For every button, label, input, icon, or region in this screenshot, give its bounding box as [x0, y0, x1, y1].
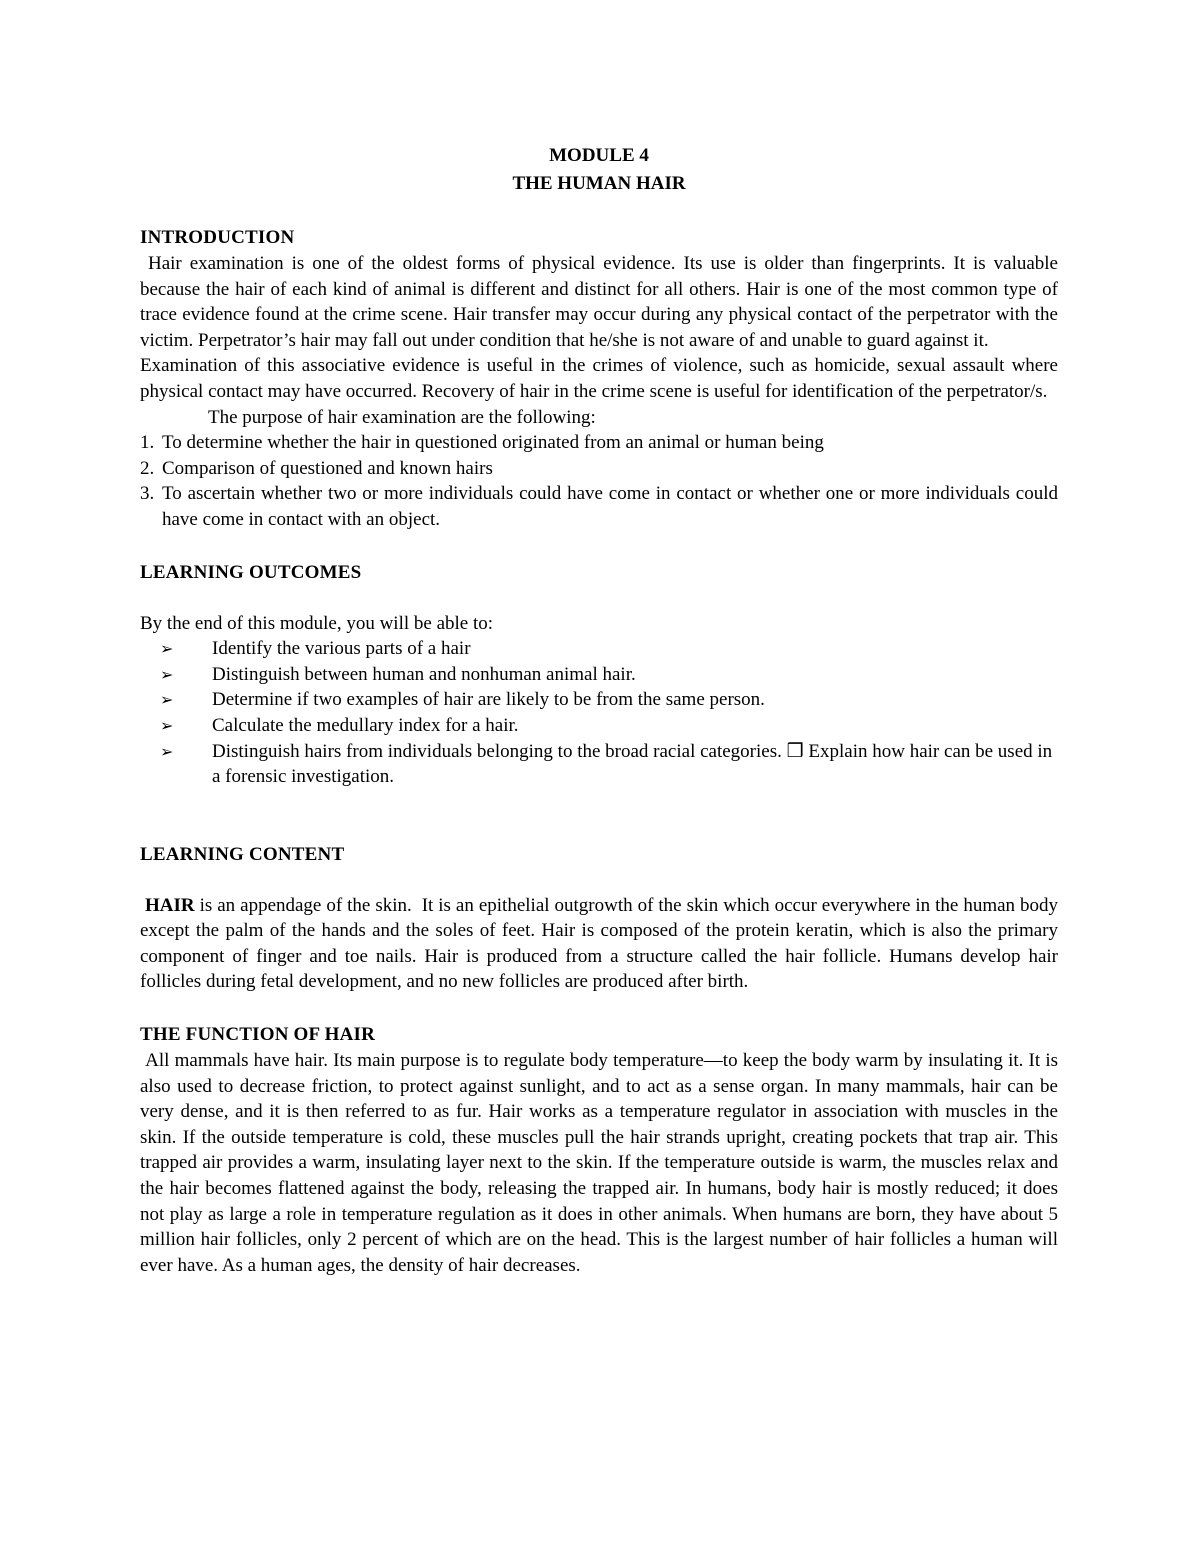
- list-number: 1.: [140, 432, 155, 454]
- list-number: 3.: [140, 483, 155, 505]
- arrow-bullet-icon: ➢: [160, 690, 174, 710]
- introduction-paragraph-1: Hair examination is one of the oldest forms of physical evidence. Its use is older than fingerprints. It is valuable because the hair of each kind of animal is different and distinct for all others. Hair is one of the most common type of trace evidence found at the crime scene. Hair transfer may occur during any physical contact of the perpetrator with the victim. Perpetrator’s hair may fall out under condition that he/she is not aware of and unable to guard against it.: [140, 253, 1063, 351]
- list-item: [140, 636, 1058, 662]
- learning-outcomes-list: [140, 636, 1058, 790]
- list-item: [140, 739, 1058, 790]
- hair-term: HAIR: [144, 894, 195, 916]
- arrow-bullet-icon: ➢: [160, 715, 174, 735]
- function-of-hair-heading: THE FUNCTION OF HAIR: [140, 1024, 376, 1046]
- list-item-text: To ascertain whether two or more individuals could have come in contact or whether one or more individuals could have come in contact with an object.: [162, 483, 1058, 530]
- list-item-text: Comparison of questioned and known hairs: [162, 457, 493, 479]
- learning-content-heading: LEARNING CONTENT: [140, 843, 345, 865]
- introduction-heading: INTRODUCTION: [140, 227, 295, 248]
- list-item: [140, 713, 1058, 739]
- learning-content-text: is an appendage of the skin. It is an epithelial outgrowth of the skin which occur everywhere in the human body except the palm of the hands and the soles of feet. Hair is composed of the protein keratin, which is also the primary component of finger and toe nails. Hair is produced from a structure called the hair follicle. Humans develop hair follicles during fetal development, and no new follicles are produced after birth.: [140, 894, 1063, 993]
- module-title: THE HUMAN HAIR: [512, 173, 686, 194]
- list-item: [140, 662, 1058, 688]
- list-number: 2.: [140, 457, 155, 479]
- introduction-paragraph-2: Examination of this associative evidence is useful in the crimes of violence, such as homicide, sexual assault where physical contact may have occurred. Recovery of hair in the crime scene is useful for identification of the perpetrator/s.: [140, 355, 1058, 402]
- arrow-bullet-icon: ➢: [160, 741, 174, 761]
- list-item: [140, 430, 1058, 456]
- function-of-hair-paragraph: All mammals have hair. Its main purpose is to regulate body temperature—to keep the body warm by insulating it. It is also used to decrease friction, to protect against sunlight, and to act as a sense organ. In many mammals, hair can be very dense, and it is then referred to as fur. Hair works as a temperature regulator in association with muscles in the skin. If the outside temperature is cold, these muscles pull the hair strands upright, creating pockets that trap air. This trapped air provides a warm, insulating layer next to the skin. If the temperature outside is warm, the muscles relax and the hair becomes flattened against the body, releasing the trapped air. In humans, body hair is mostly reduced; it does not play as large a role in temperature regulation as it does in other animals. When humans are born, they have about 5 million hair follicles, only 2 percent of which are on the head. This is the largest number of hair follicles a human will ever have. As a human ages, the density of hair decreases.: [140, 1050, 1063, 1276]
- list-item: [140, 481, 1058, 532]
- list-item-text: Distinguish between human and nonhuman animal hair.: [212, 663, 636, 685]
- arrow-bullet-icon: ➢: [160, 639, 174, 659]
- list-item-text: Identify the various parts of a hair: [212, 638, 471, 660]
- list-item-text: To determine whether the hair in questioned originated from an animal or human being: [162, 432, 824, 454]
- learning-content-paragraph: [140, 893, 1063, 995]
- purpose-list: [140, 430, 1058, 532]
- learning-outcomes-intro: By the end of this module, you will be able to:: [140, 612, 494, 634]
- module-number: MODULE 4: [549, 145, 649, 166]
- list-item-text: Distinguish hairs from individuals belonging to the broad racial categories. ❒ Explain how hair can be used in a forensic investigation.: [212, 740, 1053, 788]
- list-item-text: Determine if two examples of hair are likely to be from the same person.: [212, 689, 765, 711]
- document-page: [140, 142, 1063, 1278]
- purpose-intro: The purpose of hair examination are the following:: [208, 406, 596, 428]
- list-item: [140, 687, 1058, 713]
- arrow-bullet-icon: ➢: [160, 664, 174, 684]
- learning-outcomes-heading: LEARNING OUTCOMES: [140, 561, 362, 583]
- list-item: [140, 456, 1058, 482]
- list-item-text: Calculate the medullary index for a hair.: [212, 714, 519, 736]
